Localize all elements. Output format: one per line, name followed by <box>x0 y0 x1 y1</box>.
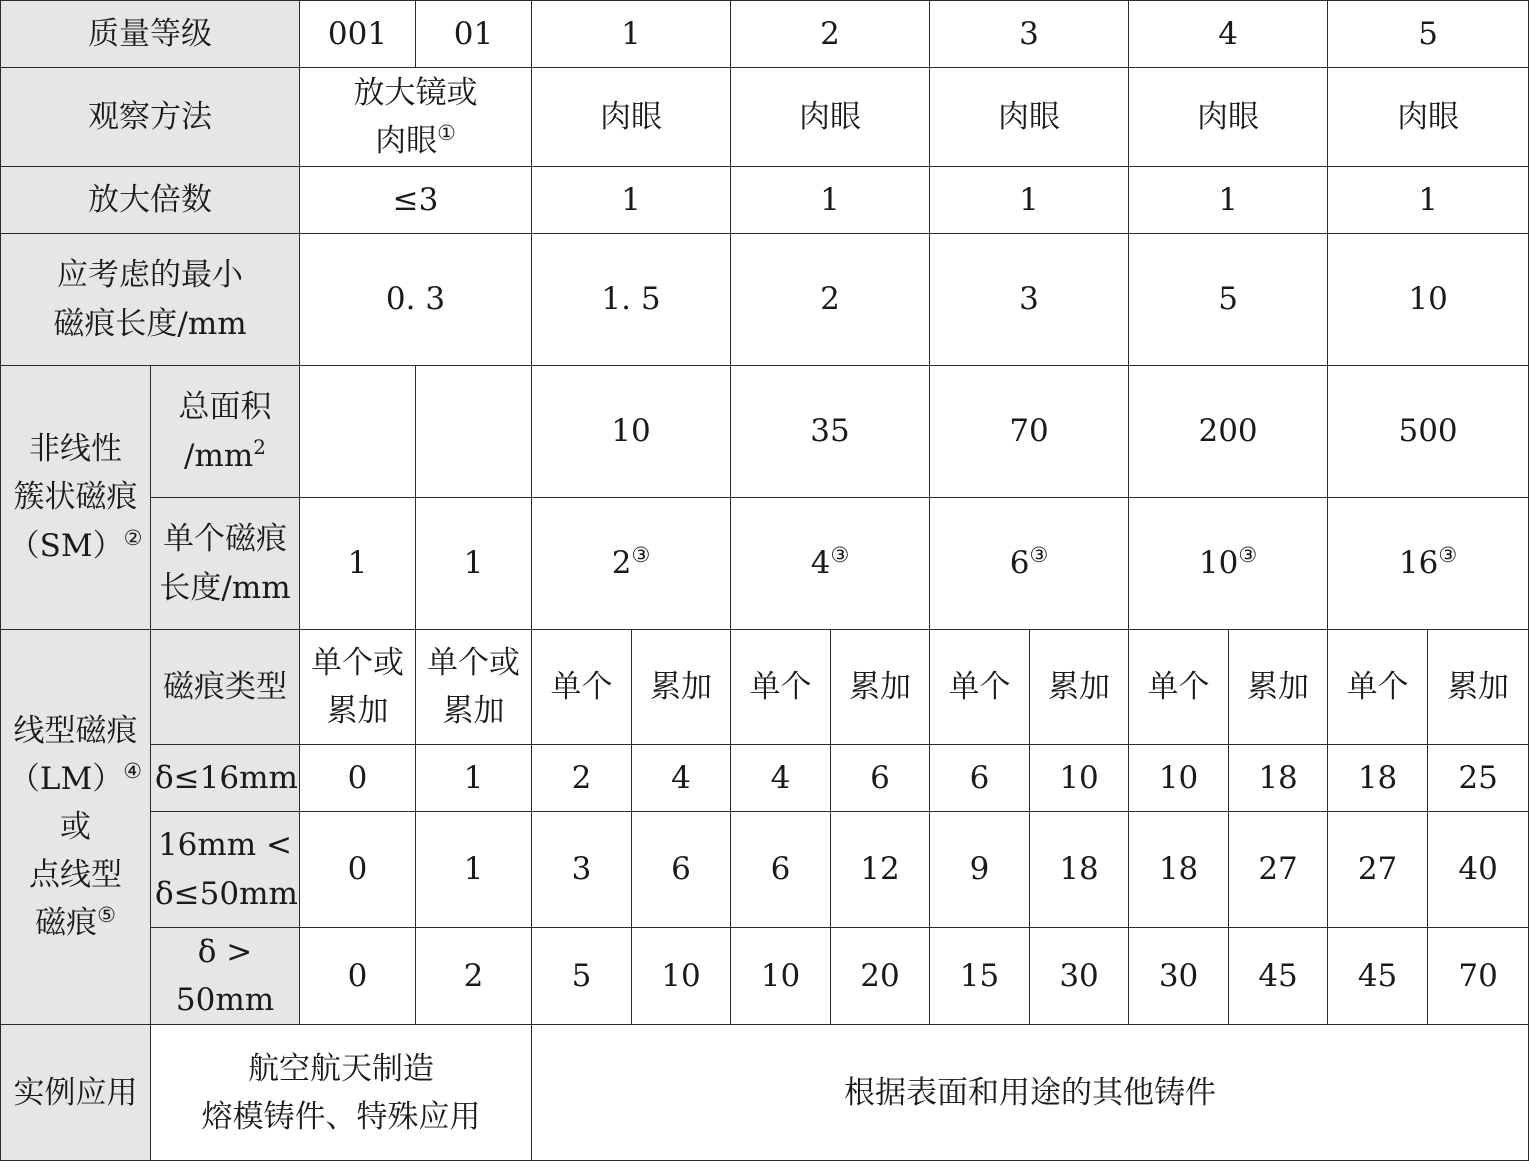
sm-single-grade-5 <box>1328 498 1529 630</box>
grade-4: 4 <box>1129 1 1328 68</box>
row-min-length <box>1 234 1529 366</box>
sm-single-grade-1 <box>532 498 731 630</box>
lm-type-single-or-sum-line1: 单个或 <box>311 644 404 681</box>
lm-gt50-value: 70 <box>1428 928 1529 1025</box>
label-thickness-16-50-line1: 16mm < <box>157 827 293 864</box>
grade-1: 1 <box>532 1 731 68</box>
lm-16-50-value: 3 <box>532 812 632 928</box>
lm-gt50-value: 10 <box>632 928 731 1025</box>
label-sm-line3: （SM） <box>8 527 124 564</box>
footnote-1-marker: ① <box>437 121 456 145</box>
label-thickness-16-50-line2: δ≤50mm <box>155 875 298 912</box>
row-lm-thickness-le16 <box>1 745 1529 812</box>
label-sm-total-area <box>151 366 300 498</box>
magnification-grade-3: 1 <box>930 167 1129 234</box>
label-lm-type: 磁痕类型 <box>151 630 300 745</box>
label-lm-line4: 磁痕 <box>35 905 98 942</box>
lm-le16-value: 25 <box>1428 745 1529 812</box>
sm-single-grade-001: 1 <box>300 498 416 630</box>
lm-type-grade-3-sum: 累加 <box>1030 630 1129 745</box>
application-aerospace-line2: 熔模铸件、特殊应用 <box>201 1098 481 1135</box>
label-total-area-sup: 2 <box>253 434 266 459</box>
lm-type-single-or-sum-line1: 单个或 <box>427 644 520 681</box>
method-grade-4: 肉眼 <box>1129 68 1328 167</box>
lm-16-50-value: 27 <box>1328 812 1428 928</box>
grade-3: 3 <box>930 1 1129 68</box>
method-grade-3: 肉眼 <box>930 68 1129 167</box>
lm-le16-value: 1 <box>416 745 532 812</box>
sm-single-value: 6 <box>1009 545 1030 582</box>
lm-16-50-value: 40 <box>1428 812 1529 928</box>
lm-gt50-value: 15 <box>930 928 1030 1025</box>
min-length-grade-2: 2 <box>731 234 930 366</box>
sm-single-grade-01: 1 <box>416 498 532 630</box>
min-length-grade-3: 3 <box>930 234 1129 366</box>
sm-area-grade-001 <box>300 366 416 498</box>
method-magnifier-or-eye <box>300 68 532 167</box>
method-grade-1: 肉眼 <box>532 68 731 167</box>
sm-single-grade-3 <box>930 498 1129 630</box>
sm-single-grade-2 <box>731 498 930 630</box>
lm-16-50-value: 18 <box>1129 812 1229 928</box>
method-magnifier-line1: 放大镜或 <box>353 74 478 111</box>
label-sm-single-length <box>151 498 300 630</box>
lm-type-grade-2-single: 单个 <box>731 630 831 745</box>
sm-area-grade-2: 35 <box>731 366 930 498</box>
footnote-4-marker: ④ <box>123 758 143 783</box>
lm-16-50-value: 27 <box>1229 812 1328 928</box>
label-thickness-gt50: δ > 50mm <box>151 928 300 1025</box>
lm-gt50-value: 2 <box>416 928 532 1025</box>
label-magnification: 放大倍数 <box>1 167 300 234</box>
footnote-5-marker: ⑤ <box>97 903 116 928</box>
label-thickness-16-50 <box>151 812 300 928</box>
lm-type-grade-1-single: 单个 <box>532 630 632 745</box>
magnification-grade-001-01: ≤3 <box>300 167 532 234</box>
label-total-area-line2-wrap <box>155 432 295 480</box>
lm-16-50-value: 0 <box>300 812 416 928</box>
row-lm-type <box>1 630 1529 745</box>
lm-gt50-value: 45 <box>1229 928 1328 1025</box>
grade-2: 2 <box>731 1 930 68</box>
lm-gt50-value: 30 <box>1030 928 1129 1025</box>
label-single-length-line1: 单个磁痕 <box>163 521 287 558</box>
row-observation-method <box>1 68 1529 167</box>
label-quality-grade: 质量等级 <box>1 1 300 68</box>
min-length-grade-4: 5 <box>1129 234 1328 366</box>
magnification-grade-4: 1 <box>1129 167 1328 234</box>
label-min-length-line1: 应考虑的最小 <box>57 257 243 294</box>
sm-area-grade-01 <box>416 366 532 498</box>
label-sm-line3-wrap <box>5 522 146 570</box>
lm-le16-value: 18 <box>1229 745 1328 812</box>
min-length-grade-1: 1. 5 <box>532 234 731 366</box>
lm-type-grade-3-single: 单个 <box>930 630 1030 745</box>
grade-01: 01 <box>416 1 532 68</box>
label-min-length-line2: 磁痕长度/mm <box>53 305 247 342</box>
grade-5: 5 <box>1328 1 1529 68</box>
application-aerospace-line1: 航空航天制造 <box>248 1050 434 1087</box>
lm-type-grade-001 <box>300 630 416 745</box>
lm-type-grade-1-sum: 累加 <box>632 630 731 745</box>
label-single-length-line2: 长度/mm <box>159 569 291 606</box>
lm-16-50-value: 12 <box>831 812 930 928</box>
label-lm-line3: 点线型 <box>29 857 122 894</box>
lm-type-grade-5-single: 单个 <box>1328 630 1428 745</box>
lm-gt50-value: 45 <box>1328 928 1428 1025</box>
row-sm-total-area <box>1 366 1529 498</box>
sm-single-value: 2 <box>611 545 632 582</box>
lm-type-single-or-sum-line2: 累加 <box>442 693 505 729</box>
lm-type-single-or-sum-line2: 累加 <box>326 693 389 729</box>
lm-gt50-value: 0 <box>300 928 416 1025</box>
footnote-3-marker: ③ <box>830 543 850 568</box>
sm-area-grade-1: 10 <box>532 366 731 498</box>
lm-type-grade-01 <box>416 630 532 745</box>
lm-le16-value: 10 <box>1030 745 1129 812</box>
application-other-castings: 根据表面和用途的其他铸件 <box>532 1025 1529 1161</box>
magnification-grade-2: 1 <box>731 167 930 234</box>
lm-type-grade-5-sum: 累加 <box>1428 630 1529 745</box>
method-magnifier-line2: 肉眼 <box>375 123 438 159</box>
lm-gt50-value: 10 <box>731 928 831 1025</box>
row-quality-grade <box>1 1 1529 68</box>
lm-gt50-value: 30 <box>1129 928 1229 1025</box>
label-sm-group <box>1 366 151 630</box>
lm-16-50-value: 18 <box>1030 812 1129 928</box>
lm-16-50-value: 9 <box>930 812 1030 928</box>
lm-le16-value: 4 <box>731 745 831 812</box>
lm-le16-value: 6 <box>930 745 1030 812</box>
label-total-area-line1: 总面积 <box>178 389 272 426</box>
footnote-3-marker: ③ <box>631 543 651 568</box>
sm-area-grade-5: 500 <box>1328 366 1529 498</box>
sm-single-value: 10 <box>1198 545 1239 582</box>
lm-le16-value: 0 <box>300 745 416 812</box>
sm-area-grade-4: 200 <box>1129 366 1328 498</box>
method-grade-5: 肉眼 <box>1328 68 1529 167</box>
magnification-grade-1: 1 <box>532 167 731 234</box>
row-application <box>1 1025 1529 1161</box>
label-lm-line2-wrap <box>5 755 146 851</box>
lm-16-50-value: 6 <box>632 812 731 928</box>
application-aerospace <box>151 1025 532 1161</box>
row-sm-single-length <box>1 498 1529 630</box>
lm-16-50-value: 1 <box>416 812 532 928</box>
sm-area-grade-3: 70 <box>930 366 1129 498</box>
method-grade-2: 肉眼 <box>731 68 930 167</box>
label-min-length <box>1 234 300 366</box>
lm-gt50-value: 5 <box>532 928 632 1025</box>
sm-single-grade-4 <box>1129 498 1328 630</box>
min-length-grade-5: 10 <box>1328 234 1529 366</box>
lm-type-grade-4-sum: 累加 <box>1229 630 1328 745</box>
label-observation-method: 观察方法 <box>1 68 300 167</box>
method-magnifier-line2-wrap <box>304 117 527 165</box>
label-lm-line1: 线型磁痕 <box>13 712 138 749</box>
lm-le16-value: 18 <box>1328 745 1428 812</box>
footnote-2-marker: ② <box>123 525 143 550</box>
footnote-3-marker: ③ <box>1238 543 1258 568</box>
sm-single-value: 16 <box>1398 545 1439 582</box>
label-lm-line2a: （LM） <box>8 760 124 797</box>
label-thickness-le16: δ≤16mm <box>151 745 300 812</box>
lm-type-grade-4-single: 单个 <box>1129 630 1229 745</box>
label-lm-group <box>1 630 151 1025</box>
label-sm-line2: 簇状磁痕 <box>13 479 138 516</box>
label-sm-line1: 非线性 <box>29 431 122 468</box>
magnification-grade-5: 1 <box>1328 167 1529 234</box>
row-lm-thickness-16-50 <box>1 812 1529 928</box>
min-length-grade-001-01: 0. 3 <box>300 234 532 366</box>
footnote-3-marker: ③ <box>1029 543 1049 568</box>
lm-gt50-value: 20 <box>831 928 930 1025</box>
grade-001: 001 <box>300 1 416 68</box>
label-lm-line2b: 或 <box>60 809 91 846</box>
label-total-area-line2: /mm <box>184 437 254 474</box>
row-magnification <box>1 167 1529 234</box>
lm-le16-value: 10 <box>1129 745 1229 812</box>
label-application: 实例应用 <box>1 1025 151 1161</box>
lm-16-50-value: 6 <box>731 812 831 928</box>
footnote-3-marker: ③ <box>1438 543 1458 568</box>
lm-type-grade-2-sum: 累加 <box>831 630 930 745</box>
lm-le16-value: 2 <box>532 745 632 812</box>
lm-le16-value: 6 <box>831 745 930 812</box>
lm-le16-value: 4 <box>632 745 731 812</box>
row-lm-thickness-gt50 <box>1 928 1529 1025</box>
sm-single-value: 4 <box>810 545 831 582</box>
label-lm-line4-wrap <box>5 899 146 947</box>
